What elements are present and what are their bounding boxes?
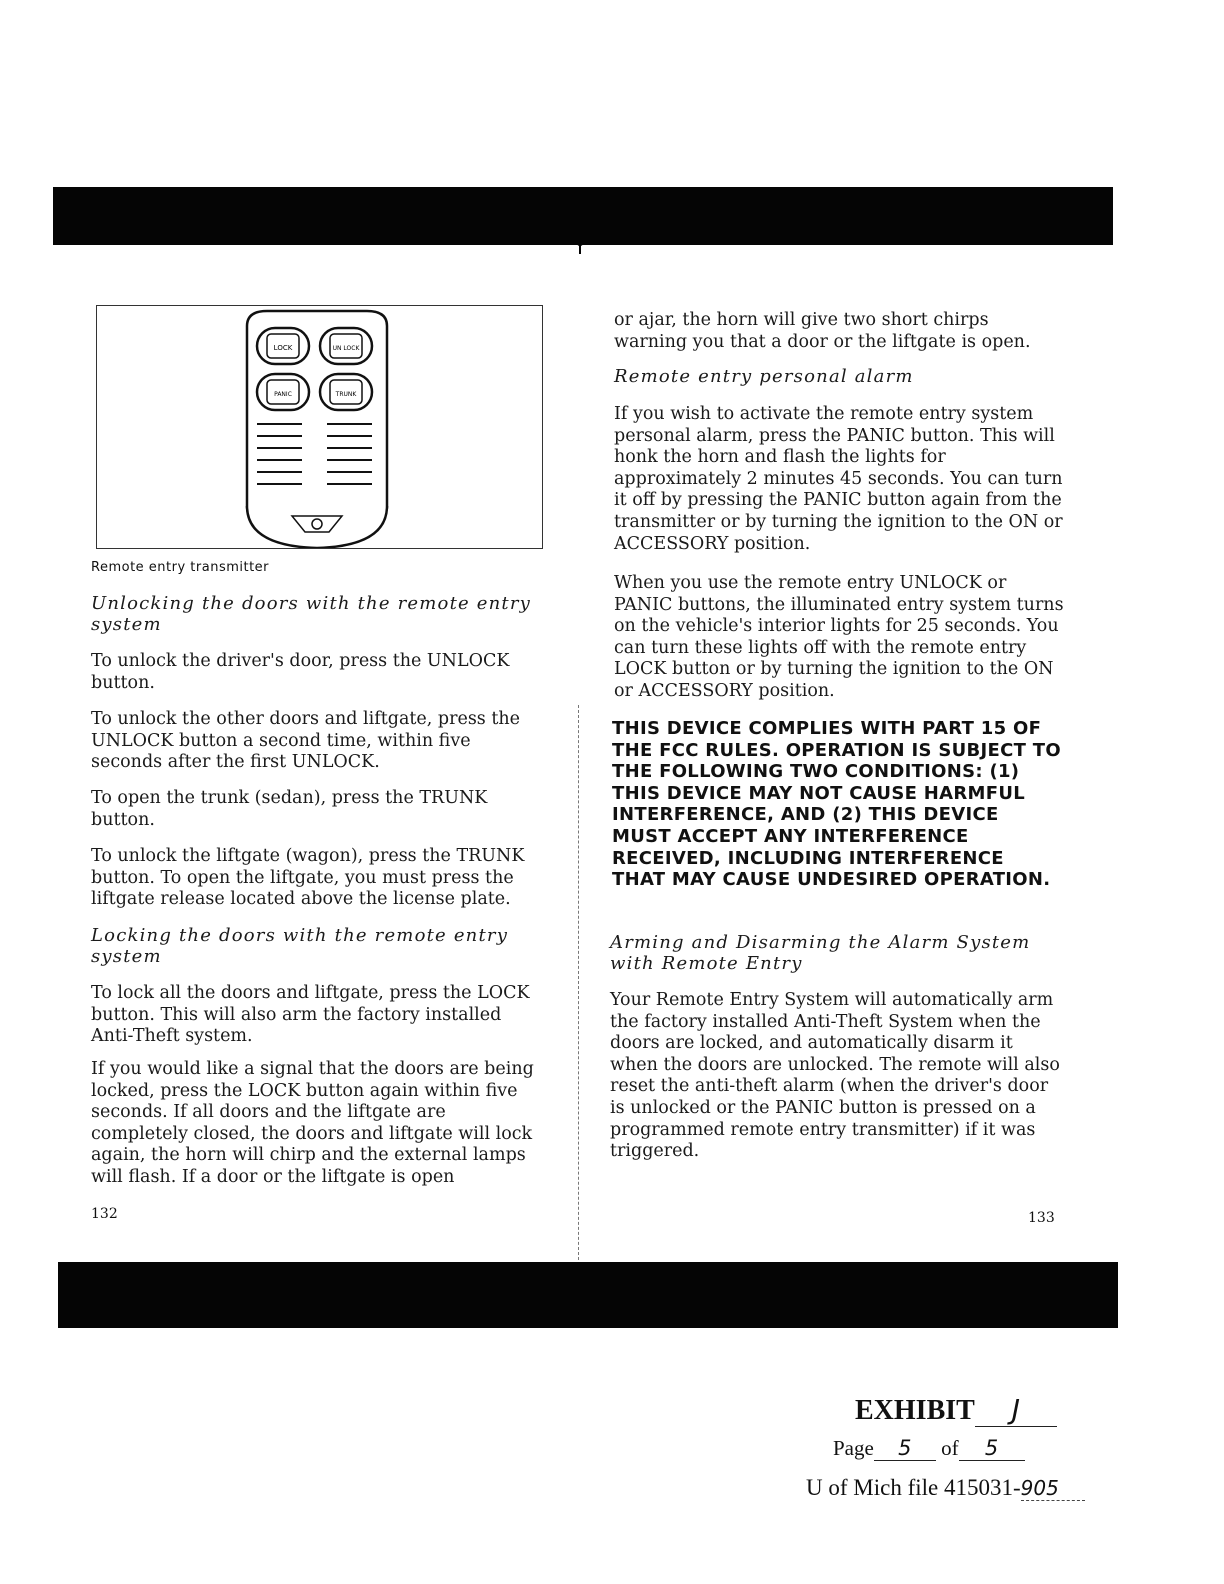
- file-label: U of Mich file 415031-: [806, 1475, 1021, 1500]
- heading-personal-alarm: Remote entry personal alarm: [614, 366, 914, 387]
- page-value: 5: [874, 1436, 936, 1461]
- left-paragraph-2: To unlock the other doors and liftgate, press the UNLOCK button a second time, within five seconds after the first UNLOCK.: [91, 709, 521, 773]
- left-paragraph-1: To unlock the driver's door, press the UNLOCK button.: [91, 651, 510, 693]
- right-paragraph-3: When you use the remote entry UNLOCK or PANIC buttons, the illuminated entry system turns on the vehicle's interior lights for 25 seconds. You can turn these lights off with the remote entry LOCK button or by turning the ignition to the ON or ACCESSORY position.: [614, 573, 1064, 701]
- left-paragraph-5: To lock all the doors and liftgate, press the LOCK button. This will also arm the factory installed Anti-Theft system.: [91, 983, 530, 1047]
- left-paragraph-6: If you would like a signal that the doors are being locked, press the LOCK button again within five seconds. If all doors and the liftgate are completely closed, the doors and liftgate will lock again, the horn will chirp and the external lamps will flash. If a door or the liftgate is open: [91, 1059, 534, 1187]
- unlock-button-label: UN LOCK: [332, 345, 360, 352]
- bottom-black-band: [58, 1262, 1118, 1328]
- gutter-line: [578, 705, 579, 1265]
- exhibit-label: EXHIBIT: [855, 1395, 975, 1426]
- remote-transmitter-illustration: [97, 306, 542, 548]
- top-black-band: [53, 187, 1113, 245]
- right-paragraph-4: Your Remote Entry System will automatically arm the factory installed Anti-Theft System when the doors are locked, and automatically disarm it when the doors are unlocked. The remote will also reset the anti-theft alarm (when the driver's door is unlocked or the PANIC button is pressed on a programmed remote entry transmitter) if it was triggered.: [610, 990, 1060, 1162]
- of-label: of: [941, 1436, 959, 1460]
- exhibit-stamp: [855, 1393, 1057, 1427]
- right-paragraph-2: If you wish to activate the remote entry system personal alarm, press the PANIC button. This will honk the horn and flash the lights for approximately 2 minutes 45 seconds. You can turn it off by pressing the PANIC button again from the transmitter or by turning the ignition to the ON or ACCESSORY position.: [614, 404, 1063, 554]
- left-paragraph-3: To open the trunk (sedan), press the TRUNK button.: [91, 788, 488, 830]
- trunk-button-label: TRUNK: [335, 391, 357, 398]
- file-reference: [806, 1475, 1085, 1501]
- heading-arming: Arming and Disarming the Alarm System with Remote Entry: [610, 932, 1031, 974]
- of-value: 5: [959, 1436, 1025, 1461]
- fcc-notice: THIS DEVICE COMPLIES WITH PART 15 OF THE FCC RULES. OPERATION IS SUBJECT TO THE FOLLOWING TWO CONDITIONS: (1) THIS DEVICE MAY NOT CAUSE HARMFUL INTERFERENCE, AND (2) THIS DEVICE MUST ACCEPT ANY INTERFERENCE RECEIVED, INCLUDING INTERFERENCE THAT MAY CAUSE UNDESIRED OPERATION.: [612, 718, 1061, 891]
- file-value: 905: [1021, 1476, 1085, 1501]
- right-paragraph-1: or ajar, the horn will give two short chirps warning you that a door or the liftgate is open.: [614, 310, 1031, 352]
- left-paragraph-4: To unlock the liftgate (wagon), press the TRUNK button. To open the liftgate, you must press the liftgate release located above the license plate.: [91, 846, 525, 910]
- page-count-line: [833, 1436, 1025, 1461]
- figure-caption: Remote entry transmitter: [91, 560, 270, 575]
- page-number-left: 132: [91, 1206, 118, 1222]
- lock-button-label: LOCK: [273, 344, 293, 352]
- heading-locking: Locking the doors with the remote entry system: [91, 925, 509, 967]
- panic-button-label: PANIC: [274, 391, 292, 398]
- transmitter-figure: [96, 305, 543, 549]
- exhibit-value: J: [975, 1393, 1057, 1427]
- binding-notch: [570, 240, 590, 254]
- page-label: Page: [833, 1436, 874, 1460]
- heading-unlocking: Unlocking the doors with the remote entry system: [91, 593, 532, 635]
- page-number-right: 133: [1028, 1210, 1055, 1226]
